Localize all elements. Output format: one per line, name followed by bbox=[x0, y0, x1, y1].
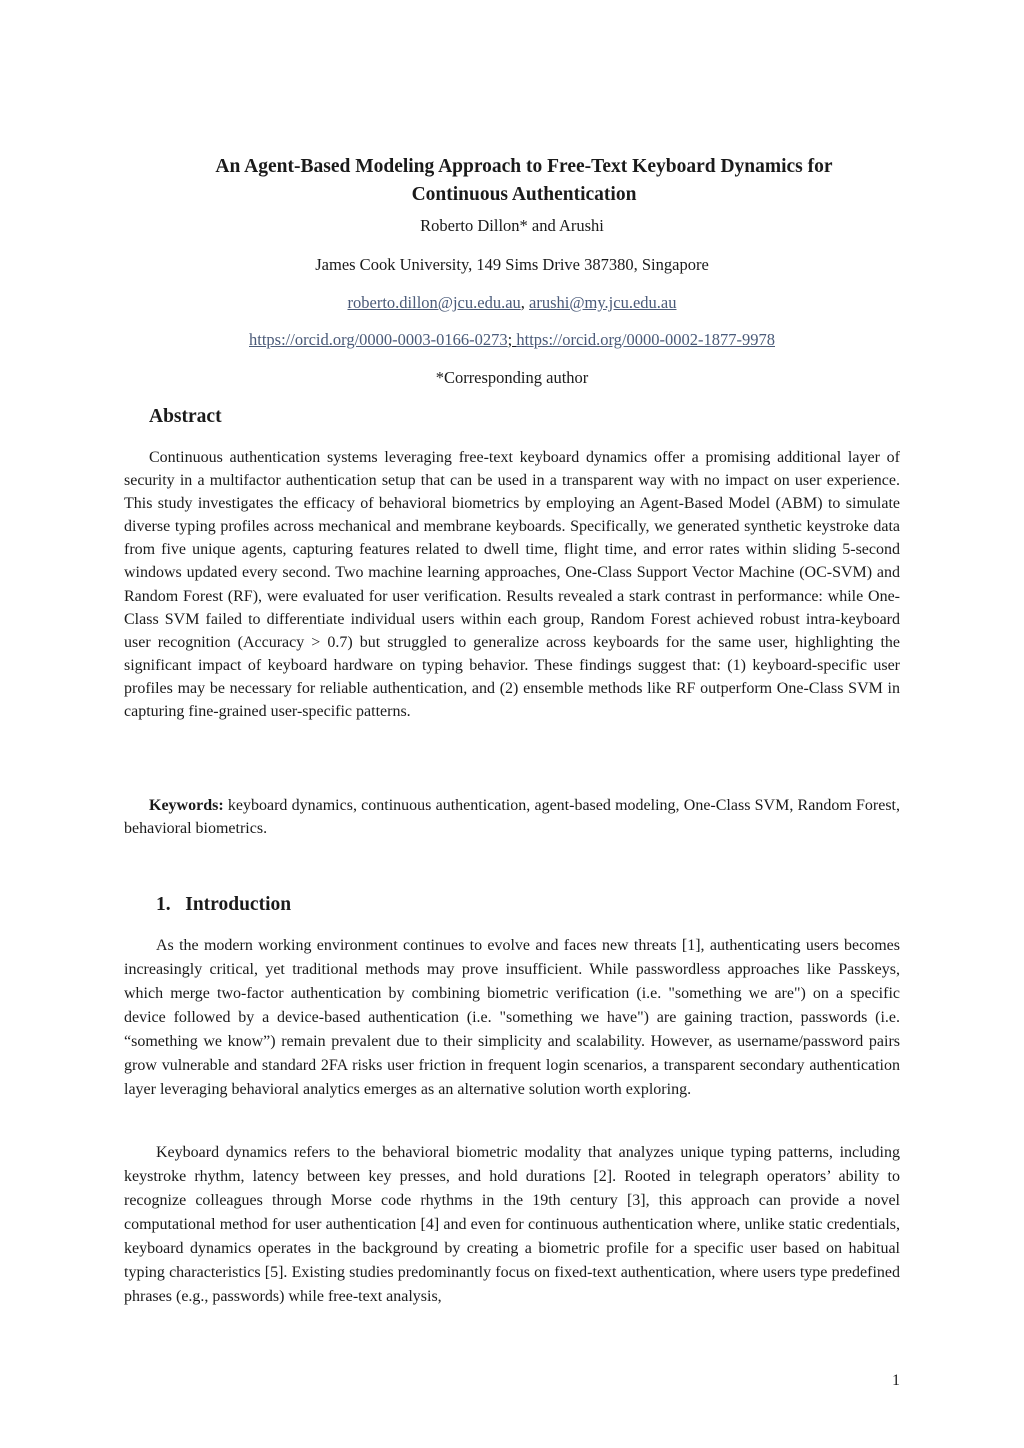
introduction-paragraph-2: Keyboard dynamics refers to the behavioral biometric modality that analyzes unique typing patterns, including keystroke rhythm, latency between key presses, and hold durations [2]. Rooted in telegraph operators’ ability to recognize colleagues through Morse code rhythms in the 19th century [3], this approach can provide a novel computational method for user authentication [4] and even for continuous authentication where, unlike static credentials, keyboard dynamics operates in the background by creating a biometric profile for a specific user based on habitual typing characteristics [5]. Existing studies predominantly focus on fixed-text authentication, where users type predefined phrases (e.g., passwords) while free-text analysis, bbox=[124, 1144, 900, 1305]
title-line-2: Continuous Authentication bbox=[411, 184, 637, 205]
title-line-1: An Agent-Based Modeling Approach to Free-Text Keyboard Dynamics for bbox=[215, 156, 833, 177]
orcid-link-2[interactable]: https://orcid.org/0000-0002-1877-9978 bbox=[516, 330, 775, 349]
introduction-heading: 1. Introduction bbox=[156, 894, 292, 915]
page-number: 1 bbox=[892, 1372, 900, 1389]
keywords-label: Keywords: bbox=[149, 797, 224, 814]
orcid-link-1[interactable]: https://orcid.org/0000-0003-0166-0273 bbox=[249, 330, 508, 349]
affiliation: James Cook University, 149 Sims Drive 387380, Singapore bbox=[315, 255, 709, 274]
orcids bbox=[124, 330, 900, 350]
email-link-1[interactable]: roberto.dillon@jcu.edu.au bbox=[347, 293, 521, 312]
introduction-paragraph-1: As the modern working environment continues to evolve and faces new threats [1], authenticating users becomes increasingly critical, yet traditional methods may prove insufficient. While passwordless approaches like Passkeys, which merge two-factor authentication by combining biometric verification (i.e. "something we are") on a specific device followed by a device-based authentication (i.e. "something we have") are gaining traction, passwords (i.e. “something we know”) remain prevalent due to their simplicity and scalability. However, as username/password pairs grow vulnerable and standard 2FA risks user friction in frequent login scenarios, a transparent secondary authentication layer leveraging behavioral analytics emerges as an alternative solution worth exploring. bbox=[124, 937, 900, 1098]
keywords-text: keyboard dynamics, continuous authentication, agent-based modeling, One-Class SVM, Random Forest, behavioral biometrics. bbox=[124, 797, 900, 838]
authors: Roberto Dillon* and Arushi bbox=[420, 216, 604, 235]
abstract-body: Continuous authentication systems leveraging free-text keyboard dynamics offer a promising additional layer of security in a multifactor authentication setup that can be used in a transparent way with no impact on user experience. This study investigates the efficacy of behavioral biometrics by employing an Agent-Based Model (ABM) to simulate diverse typing profiles across mechanical and membrane keyboards. Specifically, we generated synthetic keystroke data from five unique agents, capturing features related to dwell time, flight time, and error rates within sliding 5-second windows updated every second. Two machine learning approaches, One-Class Support Vector Machine (OC-SVM) and Random Forest (RF), were evaluated for user verification. Results revealed a stark contrast in performance: while One-Class SVM failed to differentiate individual users within each group, Random Forest achieved robust intra-keyboard user recognition (Accuracy > 0.7) but struggled to generalize across keyboards for the same user, highlighting the significant impact of keyboard hardware on typing behavior. These findings suggest that: (1) keyboard-specific user profiles may be necessary for reliable authentication, and (2) ensemble methods like RF outperform One-Class SVM in capturing fine-grained user-specific patterns. bbox=[124, 449, 900, 721]
keywords-paragraph bbox=[124, 794, 900, 840]
emails bbox=[124, 293, 900, 313]
email-separator: , bbox=[520, 293, 530, 312]
abstract-heading: Abstract bbox=[149, 406, 222, 427]
corresponding-author-note: *Corresponding author bbox=[435, 368, 589, 387]
paper-title bbox=[124, 153, 924, 209]
orcid-separator: ; bbox=[507, 330, 517, 349]
email-link-2[interactable]: arushi@my.jcu.edu.au bbox=[529, 293, 677, 312]
